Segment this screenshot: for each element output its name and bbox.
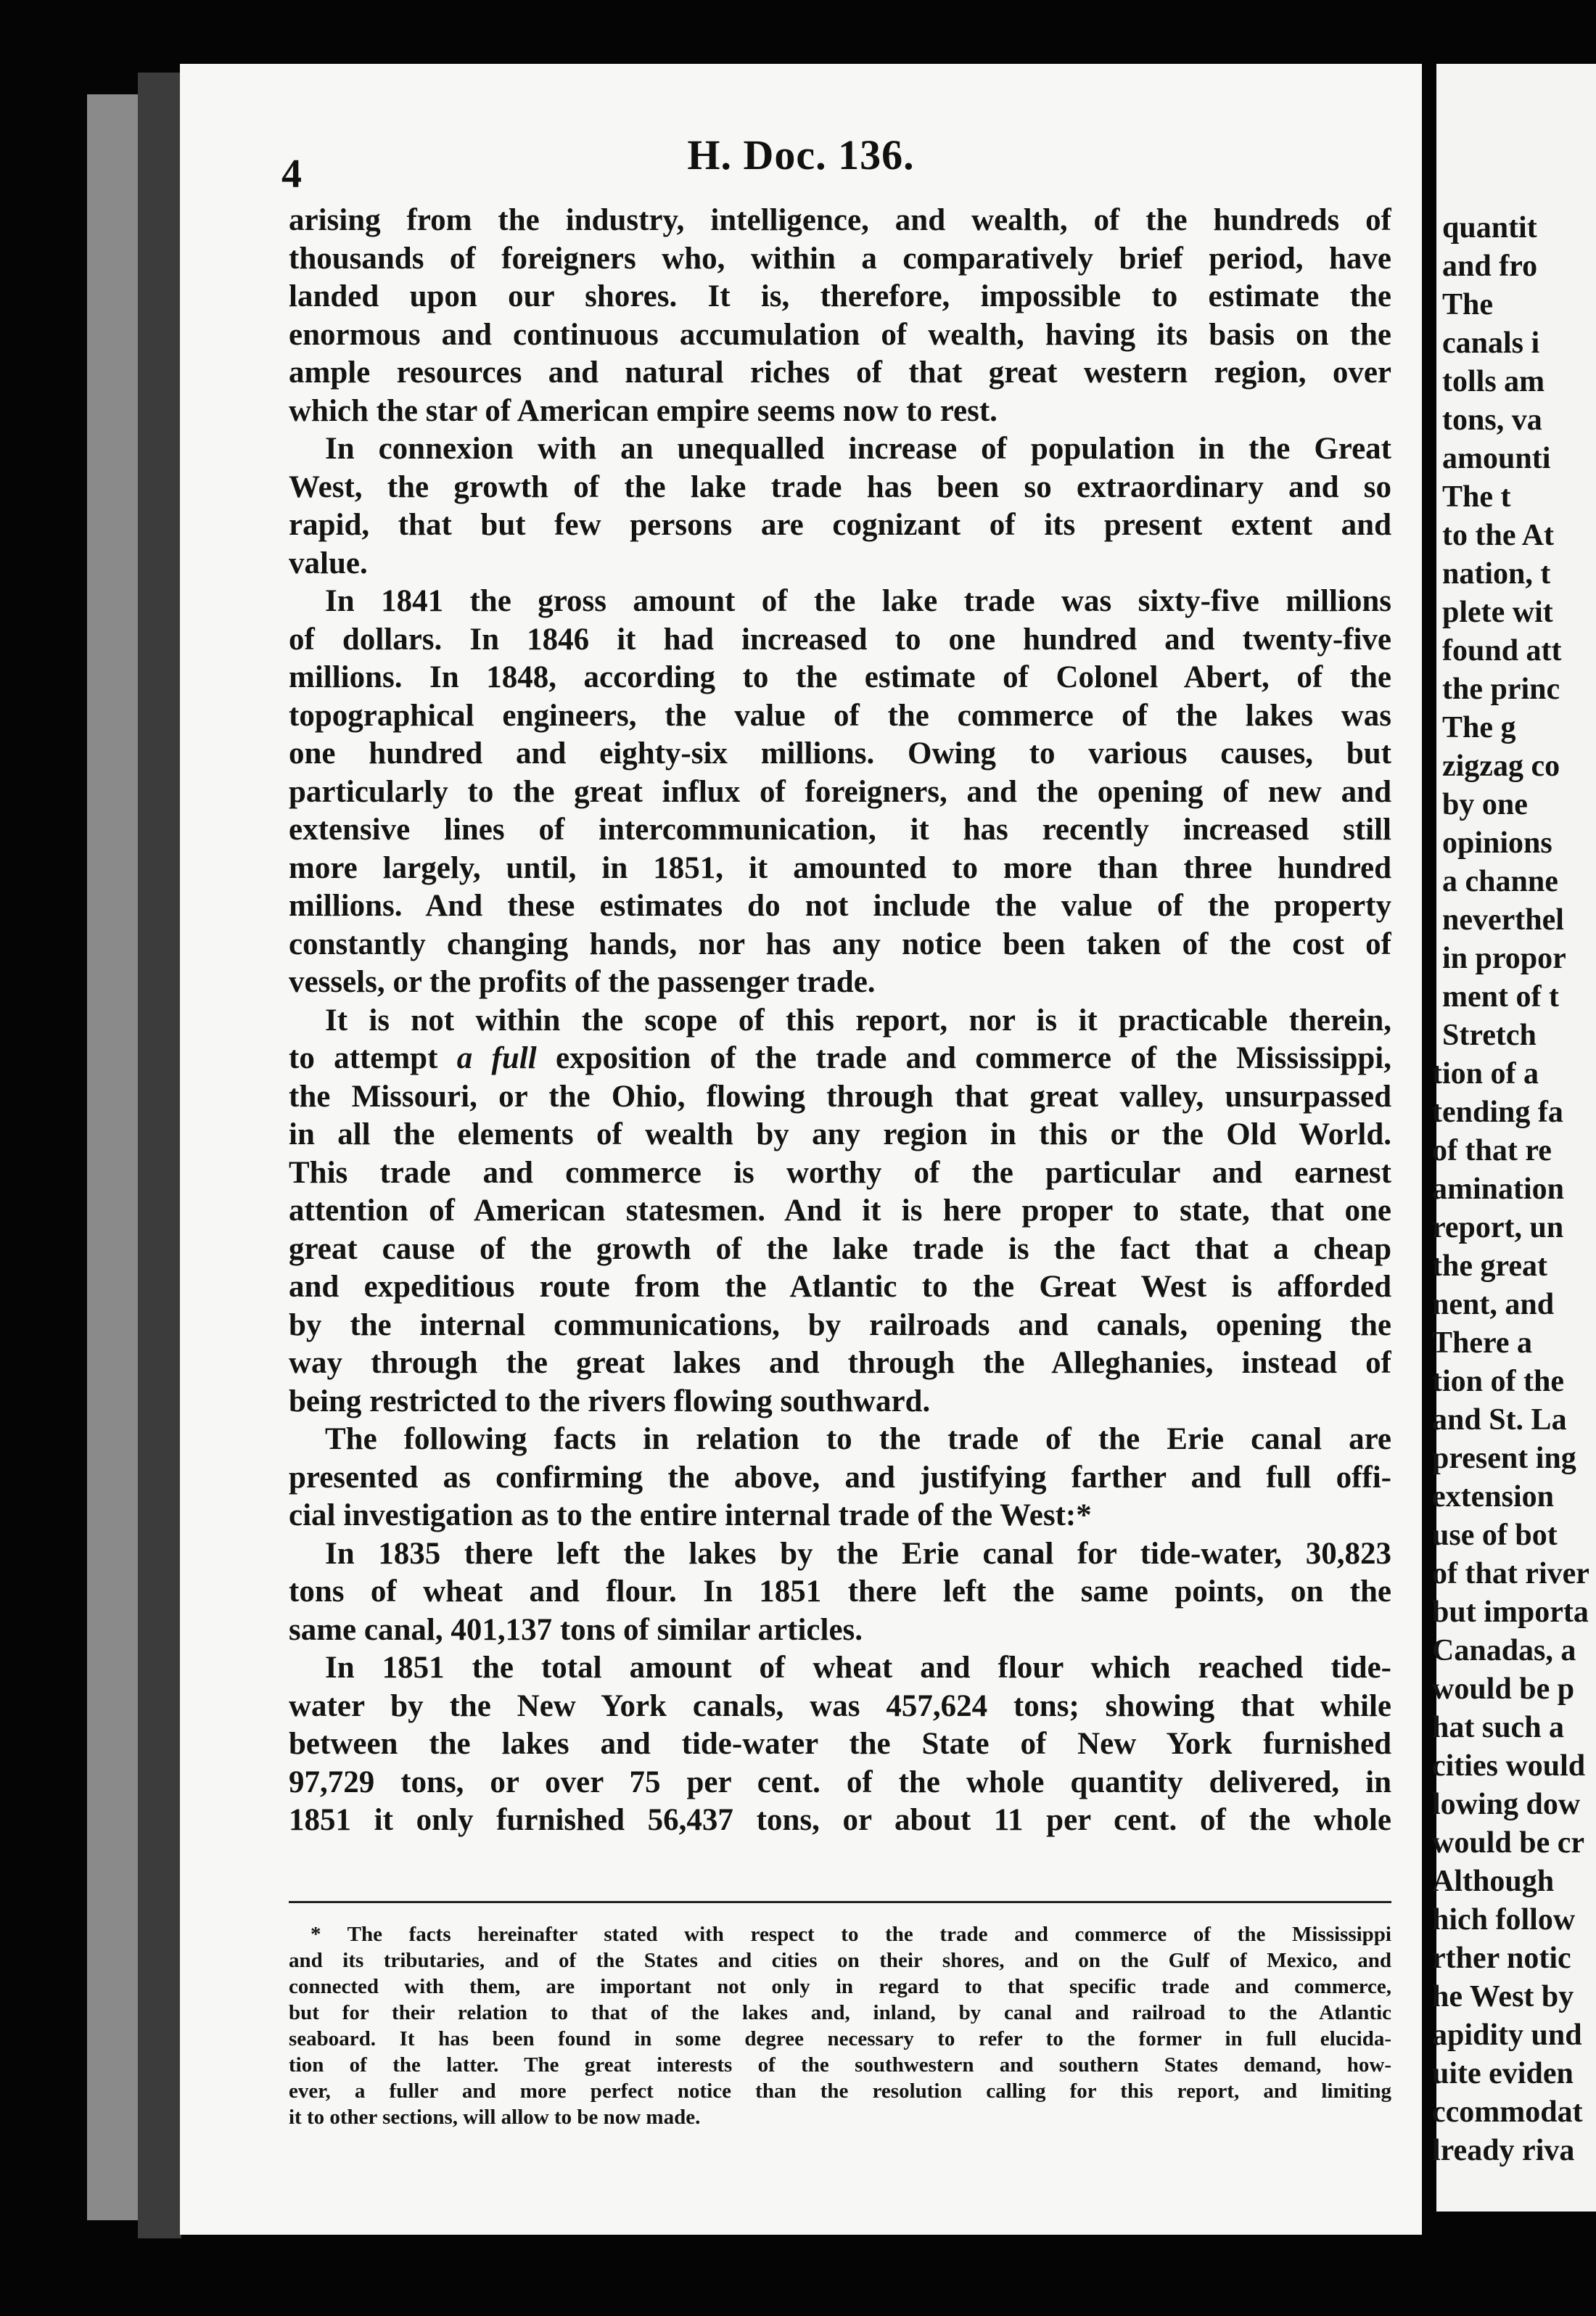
right-page-line: tion of a [1432,1057,1539,1091]
text-line: The following facts in relation to the trade of the Erie canal are [325,1422,1391,1456]
footnote-line: tion of the latter. The great interests of the southwestern and southern States demand, how- [289,2053,1391,2077]
right-page-line: lready riva [1432,2134,1575,2167]
right-page-line: apidity und [1432,2019,1582,2052]
right-page-line: tion of the [1432,1365,1564,1398]
text-line: rapid, that but few persons are cognizant of its present extent and [289,508,1391,542]
right-page-line: tons, va [1442,403,1542,437]
right-page-line: ccommodat [1432,2095,1583,2129]
right-page-line: a channe [1442,865,1558,898]
text-line: In 1841 the gross amount of the lake trade was sixty-five millions [325,584,1391,618]
right-page-line: rther notic [1432,1942,1571,1975]
right-page [1422,64,1596,2212]
text-line: millions. In 1848, according to the estimate of Colonel Abert, of the [289,660,1391,694]
text-line: tons of wheat and flour. In 1851 there left the same points, on the [289,1574,1391,1609]
footnote-line: seaboard. It has been found in some degree necessary to refer to the former in full elucida- [289,2027,1391,2050]
right-page-line: the great [1432,1249,1547,1283]
footnote-divider [289,1901,1391,1903]
text-line: way through the great lakes and through the Alleghanies, instead of [289,1346,1391,1380]
text-line: constantly changing hands, nor has any notice been taken of the cost of [289,927,1391,961]
text-segment: exposition of the trade and commerce of the Mississippi, [536,1041,1391,1075]
right-page-line: neverthel [1442,903,1564,937]
right-page-line: cities would [1432,1749,1586,1783]
right-page-line: of that re [1432,1134,1552,1167]
text-line: cial investigation as to the entire internal trade of the West:* [289,1498,1092,1532]
text-line: extensive lines of intercommunication, it has recently increased still [289,813,1391,847]
text-line: In 1851 the total amount of wheat and flour which reached tide- [325,1651,1391,1685]
right-page-line: lowing dow [1432,1788,1581,1821]
text-line: thousands of foreigners who, within a comparatively brief period, have [289,241,1391,276]
text-line: in all the elements of wealth by any region in this or the Old World. [289,1117,1391,1151]
footnote-line: but for their relation to that of the lakes and, inland, by canal and railroad to the Atlantic [289,2001,1391,2024]
text-line: 97,729 tons, or over 75 per cent. of the whole quantity delivered, in [289,1765,1391,1799]
text-line: by the internal communications, by railroads and canals, opening the [289,1307,1391,1342]
right-page-line: amination [1432,1173,1565,1206]
page-number: 4 [281,152,302,197]
right-page-line: of that river [1432,1557,1589,1590]
text-line: landed upon our shores. It is, therefore, impossible to estimate the [289,279,1391,313]
right-page-line: ment of t [1442,980,1559,1014]
text-line: enormous and continuous accumulation of wealth, having its basis on the [289,317,1391,352]
footnote-line: it to other sections, will allow to be now made. [289,2106,701,2129]
text-line: value. [289,546,368,580]
right-page-line: by one [1442,788,1528,821]
text-line: one hundred and eighty-six millions. Owing to various causes, but [289,736,1391,771]
text-line: ample resources and natural riches of that great western region, over [289,356,1391,390]
right-page-line: uite eviden [1432,2057,1574,2090]
right-page-line: tolls am [1442,365,1545,398]
right-page-line: and fro [1442,250,1538,283]
main-text-body [289,202,1391,1840]
right-page-line: amounti [1442,442,1551,475]
text-line: more largely, until, in 1851, it amounted to more than three hundred [289,850,1391,885]
right-page-line: zigzag co [1442,750,1560,783]
right-page-line: Although [1432,1865,1555,1898]
text-line: between the lakes and tide-water the State of New York furnished [289,1727,1391,1761]
right-page-line: quantit [1442,211,1537,245]
right-page-line: use of bot [1432,1519,1558,1552]
text-line: vessels, or the profits of the passenger trade. [289,965,876,999]
right-page-line: tending fa [1432,1096,1563,1129]
right-page-line: Canadas, a [1432,1634,1576,1667]
text-line: great cause of the growth of the lake trade is the fact that a cheap [289,1231,1391,1266]
right-page-line: and St. La [1432,1403,1567,1437]
right-page-line: nent, and [1432,1288,1555,1321]
text-line: same canal, 401,137 tons of similar articles. [289,1612,863,1647]
right-page-line: There a [1432,1326,1533,1360]
right-page-line: The [1442,288,1494,321]
right-page-line: would be p [1432,1672,1575,1706]
text-line: West, the growth of the lake trade has been so extraordinary and so [289,469,1391,504]
text-line: the Missouri, or the Ohio, flowing through that great valley, unsurpassed [289,1079,1391,1114]
right-page-line: Stretch [1442,1019,1537,1052]
footnote-line: and its tributaries, and of the States and cities on their shores, and on the Gulf of Mexico, and [289,1949,1391,1972]
right-page-line: he West by [1432,1980,1574,2013]
text-line: millions. And these estimates do not include the value of the property [289,889,1391,923]
right-page-line: opinions [1442,826,1552,860]
text-line: of dollars. In 1846 it had increased to one hundred and twenty-five [289,622,1391,657]
footnote-line: * The facts hereinafter stated with respect to the trade and commerce of the Mississippi [310,1923,1391,1946]
document-title: H. Doc. 136. [687,131,915,178]
right-page-line: nation, t [1442,557,1551,591]
footnote-line: ever, a fuller and more perfect notice than the resolution calling for this report, and limiting [289,2079,1391,2103]
right-page-line: plete wit [1442,596,1553,629]
text-segment: to attempt [289,1041,457,1075]
text-line: In 1835 there left the lakes by the Erie canal for tide-water, 30,823 [325,1536,1391,1571]
right-page-line: extension [1432,1480,1554,1514]
text-line: water by the New York canals, was 457,624 tons; showing that while [289,1688,1391,1723]
text-line: presented as confirming the above, and justifying farther and full offi- [289,1460,1391,1495]
right-page-text [1432,64,1596,2212]
right-page-line: to the At [1442,519,1554,552]
text-line: In connexion with an unequalled increase of population in the Great [325,432,1391,466]
right-page-line: report, un [1432,1211,1564,1244]
footnote-block [289,1921,1391,2130]
right-page-line: present ing [1432,1442,1576,1475]
right-page-line: The g [1442,711,1516,744]
right-page-line: hat such a [1432,1711,1565,1744]
page-edge-shadow [138,73,181,2238]
right-page-line: The t [1442,480,1511,514]
text-line: being restricted to the rivers flowing southward. [289,1384,931,1418]
text-line: arising from the industry, intelligence, and wealth, of the hundreds of [289,203,1391,237]
right-page-line: hich follow [1432,1903,1576,1937]
footnote-line: connected with them, are important not only in regard to that specific trade and commerce, [289,1975,1391,1998]
book-gutter [87,94,138,2220]
text-line: and expeditious route from the Atlantic to the Great West is afforded [289,1270,1391,1304]
text-line: particularly to the great influx of foreigners, and the opening of new and [289,774,1391,809]
text-line [289,1040,1391,1078]
italic-segment: a full [456,1041,537,1075]
left-page [180,64,1422,2235]
text-line: It is not within the scope of this report, nor is it practicable therein, [325,1003,1391,1038]
right-page-line: found att [1442,634,1562,668]
right-page-line: in propor [1442,942,1566,975]
text-line: This trade and commerce is worthy of the particular and earnest [289,1155,1391,1190]
right-page-line: would be cr [1432,1826,1584,1860]
text-line: topographical engineers, the value of the commerce of the lakes was [289,698,1391,733]
right-page-line: canals i [1442,327,1540,360]
text-line: which the star of American empire seems now to rest. [289,393,998,428]
right-page-line: but importa [1432,1596,1589,1629]
text-line: 1851 it only furnished 56,437 tons, or about 11 per cent. of the whole [289,1803,1391,1837]
text-line: attention of American statesmen. And it is here proper to state, that one [289,1194,1391,1228]
right-page-line: the princ [1442,673,1560,706]
